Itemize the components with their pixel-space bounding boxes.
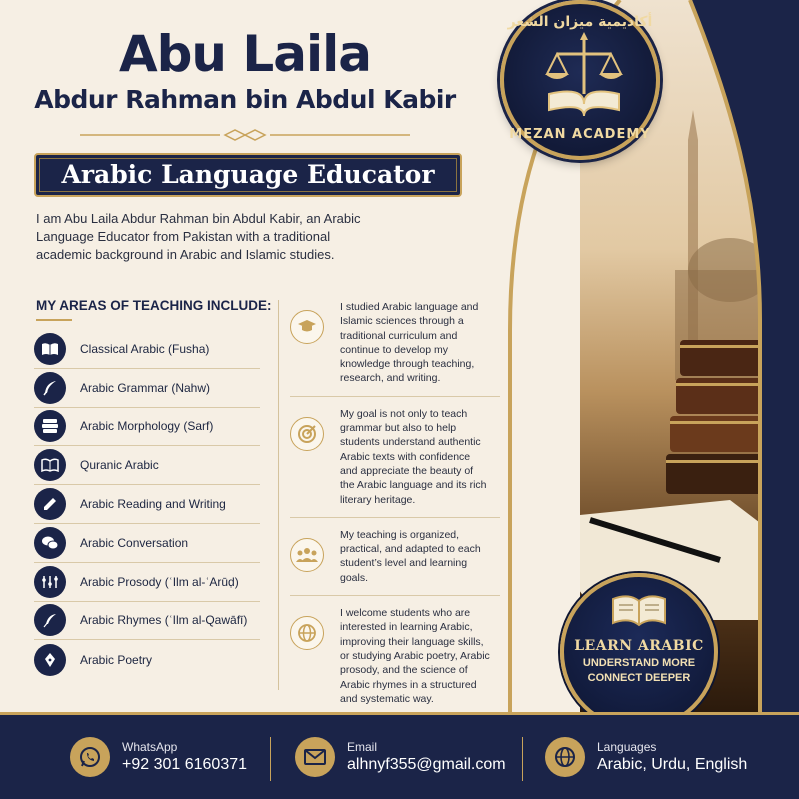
list-item [34,640,260,679]
areas-heading: MY AREAS OF TEACHING INCLUDE: [36,298,272,313]
open-book-icon [34,333,66,365]
learn-arabic-badge [560,573,718,731]
languages-label: Languages [597,740,657,754]
whatsapp-icon [70,737,110,777]
info-item [290,528,500,596]
area-label: Arabic Grammar (Nahw) [80,380,211,395]
mezan-academy-seal [500,0,660,160]
area-label: Arabic Reading and Writing [80,497,226,512]
languages-text [597,740,747,774]
area-label: Quranic Arabic [80,458,159,473]
info-item [290,407,500,518]
quran-icon [34,449,66,481]
list-item [34,446,260,485]
pencil-icon [34,488,66,520]
contact-footer [0,712,799,799]
globe-icon [290,616,324,650]
area-label: Classical Arabic (Fusha) [80,341,210,356]
books-stack-icon [34,410,66,442]
chat-bubbles-icon [34,527,66,559]
badge-line-1: LEARN ARABIC [574,638,704,654]
info-text: I studied Arabic language and Islamic sciences through a traditional curriculum and continue to develop my knowledge through teaching, research, and writing. [340,301,479,385]
list-item [34,408,260,447]
teaching-areas-list [34,330,260,679]
info-item [290,606,500,716]
footer-divider [270,737,271,781]
info-text: My goal is not only to teach grammar but also to help students understand authentic Arabic texts with confidence and appreciate the beauty of the Arabic language and its rich literary heritage. [340,407,487,506]
full-name-subheading: Abdur Rahman bin Abdul Kabir [34,85,456,114]
seal-latin-text: MEZAN ACADEMY [509,127,651,142]
info-list [290,300,500,726]
scales-book-icon [539,32,629,122]
area-label: Arabic Morphology (Sarf) [80,419,214,434]
info-text: My teaching is organized, practical, and adapted to each student’s level and learning goals. [340,528,481,584]
email-label: Email [347,740,378,754]
area-label: Arabic Prosody (ʿIlm al-ʿArūḍ) [80,574,239,589]
list-item [34,524,260,563]
info-item [290,300,500,397]
envelope-icon [295,737,335,777]
list-item [34,330,260,369]
group-icon [290,538,324,572]
feather-icon [34,604,66,636]
languages-contact [545,731,747,783]
email-address[interactable]: alhnyf355@gmail.com [347,756,506,773]
intro-paragraph: I am Abu Laila Abdur Rahman bin Abdul Kabir, an Arabic Language Educator from Pakistan with a traditional academic background in Arabic and Islamic studies. [36,211,361,262]
list-item [34,602,260,641]
whatsapp-number[interactable]: +92 301 6160371 [122,756,248,773]
languages-value: Arabic, Urdu, English [597,756,748,773]
column-divider [278,300,279,690]
area-label: Arabic Conversation [80,535,189,550]
pen-nib-icon [34,644,66,676]
email-contact[interactable] [295,731,506,783]
ornament-divider [80,128,410,142]
rhythm-icon [34,566,66,598]
badge-line-3: CONNECT DEEPER [587,672,691,684]
title-banner: Arabic Language Educator [34,153,462,197]
list-item [34,485,260,524]
whatsapp-label: WhatsApp [122,740,178,754]
seal-arabic-text: أكاديمية ميزان الشعر [507,14,653,30]
area-label: Arabic Rhymes (ʿIlm al-Qawāfī) [80,613,248,628]
whatsapp-text [122,740,247,774]
list-item [34,563,260,602]
globe-icon [545,737,585,777]
quill-icon [34,372,66,404]
area-label: Arabic Poetry [80,652,153,667]
email-text [347,740,506,774]
open-book-badge-icon [609,593,669,627]
list-item [34,369,260,408]
info-text: I welcome students who are interested in learning Arabic, improving their language skills, or studying Arabic poetry, Arabic prosody, and the science of Arabic rhymes in a structured and systematic way. [340,607,490,705]
heading-underline [36,319,72,321]
name-heading: Abu Laila [118,25,372,83]
graduation-cap-icon [290,310,324,344]
whatsapp-contact[interactable] [70,731,247,783]
target-icon [290,417,324,451]
footer-divider [522,737,523,781]
badge-line-2: UNDERSTAND MORE [582,657,696,669]
